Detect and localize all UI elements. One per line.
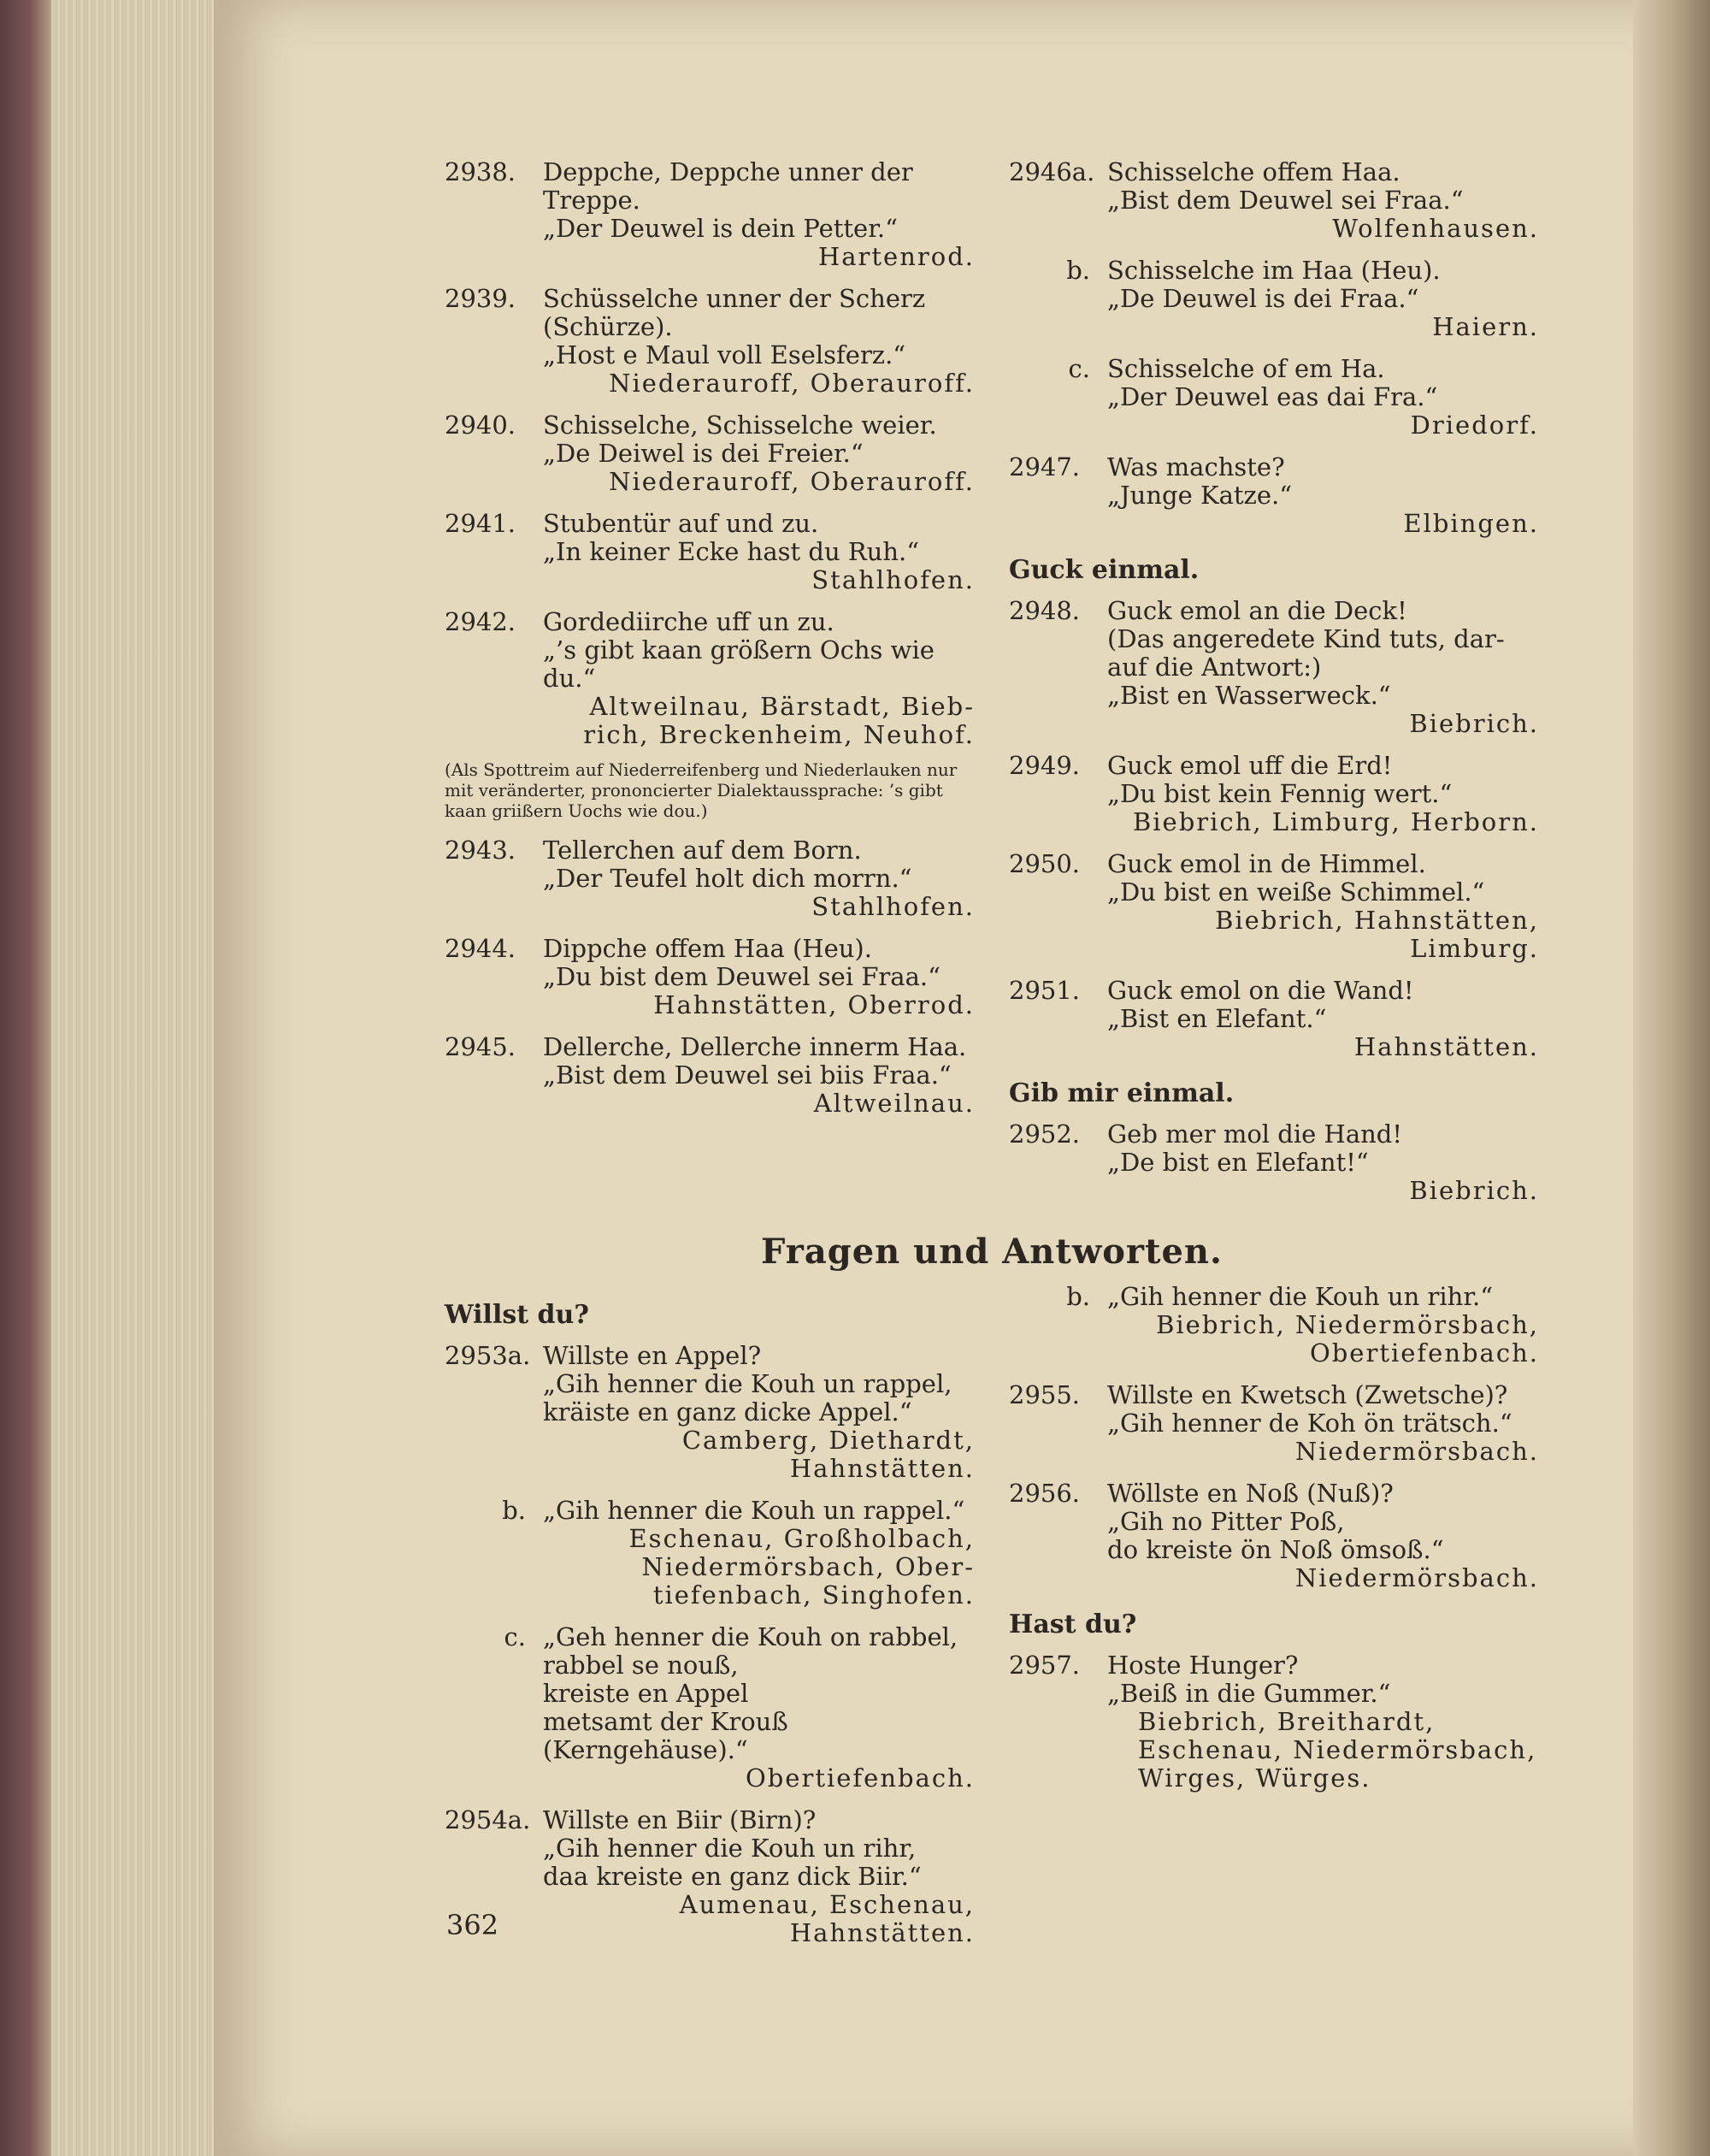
entry-2943 [445, 836, 975, 921]
place-names: Biebrich. [1409, 709, 1539, 738]
entry-body [1107, 1480, 1539, 1592]
right-column-bottom [1009, 1283, 1539, 1806]
entry-line: Schisselche offem Haa. [1107, 157, 1400, 186]
entry-c [1009, 355, 1539, 440]
entry-number: 2942. [445, 607, 516, 636]
entry-number: 2957. [1009, 1651, 1081, 1680]
entry-line: „In keiner Ecke hast du Ruh.“ [543, 537, 920, 566]
entry-number: c. [1068, 354, 1090, 383]
entry-body [543, 1033, 975, 1118]
entry-line: Willste en Kwetsch (Zwetsche)? [1107, 1380, 1508, 1409]
entry-line: Schüsselche unner der Scherz [543, 284, 926, 313]
place-names: Stahlhofen. [811, 892, 975, 921]
place-names: Biebrich, Limburg, Herborn. [1132, 807, 1539, 836]
entry-number: 2939. [445, 284, 516, 313]
entry-2949 [1009, 752, 1539, 836]
entry-line: „Bist dem Deuwel sei Fraa.“ [1107, 186, 1464, 215]
entry-body [1107, 850, 1539, 963]
entry-line: Deppche, Deppche unner der [543, 157, 913, 186]
place-names: Niedermörsbach. [1294, 1563, 1539, 1592]
entry-2945 [445, 1033, 975, 1118]
entry-line: „Host e Maul voll Eselsferz.“ [543, 340, 906, 369]
entry-number: 2948. [1009, 596, 1081, 625]
entry-line: Willste en Appel? [543, 1341, 762, 1370]
entry-line: do kreiste ön Noß ömsoß.“ [1107, 1535, 1444, 1564]
place-names: Niedermörsbach. [1294, 1437, 1539, 1466]
entry-2941 [445, 510, 975, 594]
entry-line: rabbel se nouß, [543, 1651, 739, 1680]
entry-number: 2943. [445, 836, 516, 865]
entry-line: „Beiß in die Gummer.“ [1107, 1679, 1391, 1708]
entry-line: „De bist en Elefant!“ [1107, 1148, 1369, 1177]
left-column-top [445, 158, 975, 1131]
entry-number: 2941. [445, 509, 516, 538]
entry-number: 2956. [1009, 1479, 1081, 1508]
entry-line: Geb mer mol die Hand! [1107, 1119, 1402, 1149]
entry-2956 [1009, 1480, 1539, 1592]
entry-number: 2944. [445, 934, 516, 963]
entry-body [543, 1342, 975, 1483]
entry-line: Gordediirche uff un zu. [543, 607, 834, 636]
right-column-top [1009, 158, 1539, 1219]
place-names: Niedermörsbach, Ober- [641, 1552, 975, 1581]
entry-line: „Bist dem Deuwel sei biis Fraa.“ [543, 1060, 952, 1090]
dialect-note: (Als Spottreim auf Niederreifenberg und Niederlauken nur mit veränderter, prononcierter Dialektaussprache: ’s gibt kaan griißern Uochs wie dou.) [445, 759, 958, 821]
entry-number: 2938. [445, 157, 516, 186]
place-names: Niederauroff, Oberauroff. [609, 369, 975, 398]
entry-line: kräiste en ganz dicke Appel.“ [543, 1397, 912, 1427]
place-names: Biebrich, Niedermörsbach, [1156, 1310, 1539, 1339]
entry-line: Dippche offem Haa (Heu). [543, 934, 872, 963]
entry-number: 2951. [1009, 976, 1081, 1005]
entry-line: daa kreiste en ganz dick Biir.“ [543, 1862, 922, 1891]
entry-line: Stubentür auf und zu. [543, 509, 819, 538]
place-names: Hahnstätten. [1353, 1032, 1539, 1061]
entry-line: Schisselche of em Ha. [1107, 354, 1385, 383]
entry-line: Was machste? [1107, 452, 1285, 481]
entry-line: Guck emol in de Himmel. [1107, 849, 1426, 878]
entry-line: Tellerchen auf dem Born. [543, 836, 862, 865]
entry-c [445, 1623, 975, 1793]
entry-line: Schisselche im Haa (Heu). [1107, 256, 1441, 285]
entry-line: „Geh henner die Kouh on rabbel, [543, 1622, 958, 1651]
entry-body [1107, 1120, 1539, 1205]
place-names: Niederauroff, Oberauroff. [609, 467, 975, 496]
entry-body [1107, 1283, 1539, 1367]
entry-number: 2952. [1009, 1119, 1081, 1149]
entry-number: 2947. [1009, 452, 1081, 481]
entry-body [543, 1497, 975, 1610]
place-names: Wolfenhausen. [1332, 214, 1539, 243]
entry-2954a [445, 1806, 975, 1947]
entry-line: „Du bist dem Deuwel sei Fraa.“ [543, 962, 940, 991]
place-names: Stahlhofen. [811, 565, 975, 594]
entry-number: b. [502, 1496, 526, 1525]
entry-body [1107, 977, 1539, 1061]
entry-2946a [1009, 158, 1539, 243]
entry-number: 2955. [1009, 1380, 1081, 1409]
entry-body [1107, 752, 1539, 836]
entry-line: kreiste en Appel [543, 1679, 749, 1708]
place-names: Elbingen. [1403, 509, 1539, 538]
place-names: Obertiefenbach. [1309, 1338, 1539, 1367]
section-heading: Fragen und Antworten. [761, 1232, 1223, 1272]
entry-2947 [1009, 453, 1539, 538]
entry-2952 [1009, 1120, 1539, 1205]
entry-body [1107, 257, 1539, 341]
entry-body [1107, 355, 1539, 440]
entry-line: „Der Deuwel eas dai Fra.“ [1107, 382, 1438, 411]
entry-line: „Gih henner die Kouh un rihr, [543, 1834, 917, 1863]
place-names: tiefenbach, Singhofen. [652, 1580, 975, 1610]
place-names: Biebrich, Breithardt, [1138, 1707, 1436, 1736]
entry-body [543, 411, 975, 496]
entry-line: „Bist en Wasserweck.“ [1107, 681, 1391, 710]
subheading-gib: Gib mir einmal. [1009, 1078, 1235, 1108]
entry-line: metsamt der Krouß (Kerngehäuse).“ [543, 1707, 788, 1764]
entry-b [1009, 257, 1539, 341]
entry-body [543, 285, 975, 398]
entry-2948 [1009, 597, 1539, 738]
place-names: Camberg, Diethardt, [681, 1426, 975, 1455]
entry-line: „Gih henner de Koh ön trätsch.“ [1107, 1409, 1512, 1438]
subheading-hast: Hast du? [1009, 1610, 1137, 1639]
book-page-edges [0, 0, 231, 2156]
place-names: Hahnstätten, Oberrod. [653, 990, 975, 1019]
entry-body [543, 510, 975, 594]
entry-body [543, 1623, 975, 1793]
place-names: Altweilnau. [813, 1089, 975, 1118]
entry-line: Schisselche, Schisselche weier. [543, 411, 937, 440]
entry-2942 [445, 608, 975, 749]
entry-line: Guck emol on die Wand! [1107, 976, 1414, 1005]
entry-line: „’s gibt kaan größern Ochs wie du.“ [543, 635, 935, 693]
entry-line: Guck emol an die Deck! [1107, 596, 1407, 625]
left-column-bottom [445, 1283, 975, 1961]
entry-number: 2954a. [445, 1805, 531, 1834]
place-names: rich, Breckenheim, Neuhof. [583, 720, 975, 749]
entry-line: (Schürze). [543, 312, 673, 341]
place-names: Aumenau, Eschenau, Hahnstätten. [679, 1890, 975, 1947]
entry-line: (Das angeredete Kind tuts, dar- [1107, 624, 1505, 653]
place-names: Hahnstätten. [789, 1454, 975, 1483]
entry-2955 [1009, 1381, 1539, 1466]
entry-body [543, 836, 975, 921]
entry-line: Dellerche, Dellerche innerm Haa. [543, 1032, 967, 1061]
entry-body [543, 608, 975, 749]
entry-2951 [1009, 977, 1539, 1061]
place-names: Biebrich, Hahnstätten, Limburg. [1215, 906, 1539, 963]
entry-2939 [445, 285, 975, 398]
entry-number: 2950. [1009, 849, 1081, 878]
entry-line: Hoste Hunger? [1107, 1651, 1299, 1680]
subheading-guck: Guck einmal. [1009, 555, 1200, 585]
entry-number: b. [1066, 256, 1090, 285]
entry-line: „Gih henner die Kouh un rappel, [543, 1369, 952, 1398]
entry-number: 2946a. [1009, 157, 1095, 186]
place-names: Altweilnau, Bärstadt, Bieb- [589, 692, 975, 721]
entry-line: Willste en Biir (Birn)? [543, 1805, 817, 1834]
entry-number: 2945. [445, 1032, 516, 1061]
entry-line: „Du bist en weiße Schimmel.“ [1107, 877, 1485, 907]
entry-line: auf die Antwort:) [1107, 653, 1322, 682]
entry-body [1107, 597, 1539, 738]
entry-body [543, 158, 975, 271]
subheading-willst: Willst du? [445, 1300, 589, 1330]
entry-line: „Du bist kein Fennig wert.“ [1107, 779, 1453, 808]
place-names: Driedorf. [1410, 411, 1539, 440]
entry-2944 [445, 935, 975, 1019]
entry-line: „Gih henner die Kouh un rappel.“ [543, 1496, 965, 1525]
place-names: Biebrich. [1409, 1176, 1539, 1205]
entry-line: Treppe. [543, 186, 640, 215]
place-names: Obertiefenbach. [745, 1763, 975, 1793]
place-names: Eschenau, Großholbach, [628, 1524, 975, 1553]
book-gutter [1633, 0, 1710, 2156]
entry-b [445, 1497, 975, 1610]
entry-number: c. [504, 1622, 526, 1651]
entry-body [543, 1806, 975, 1947]
entry-line: Wöllste en Noß (Nuß)? [1107, 1479, 1394, 1508]
entry-body [1107, 453, 1539, 538]
entry-2953a [445, 1342, 975, 1483]
entry-line: „Bist en Elefant.“ [1107, 1004, 1327, 1033]
entry-number: b. [1066, 1282, 1090, 1311]
entry-number: 2949. [1009, 751, 1081, 780]
entry-line: „Der Deuwel is dein Petter.“ [543, 214, 898, 243]
entry-2957 [1009, 1651, 1539, 1793]
entry-body [1107, 1381, 1539, 1466]
page-number: 362 [446, 1909, 499, 1941]
entry-body [1107, 158, 1539, 243]
entry-number: 2940. [445, 411, 516, 440]
entry-2938 [445, 158, 975, 271]
entry-line: „Junge Katze.“ [1107, 481, 1293, 510]
entry-2940 [445, 411, 975, 496]
entry-b [1009, 1283, 1539, 1367]
place-names: Eschenau, Niedermörsbach, [1138, 1735, 1537, 1764]
entry-body [1107, 1651, 1539, 1793]
entry-line: „Gih no Pitter Poß, [1107, 1507, 1345, 1536]
entry-line: Guck emol uff die Erd! [1107, 751, 1393, 780]
entry-2950 [1009, 850, 1539, 963]
place-names: Hartenrod. [817, 242, 975, 271]
entry-line: „De Deiwel is dei Freier.“ [543, 439, 864, 468]
entry-body [543, 935, 975, 1019]
entry-line: „De Deuwel is dei Fraa.“ [1107, 284, 1419, 313]
entry-number: 2953a. [445, 1341, 531, 1370]
entry-line: „Gih henner die Kouh un rihr.“ [1107, 1282, 1494, 1311]
place-names: Haiern. [1432, 312, 1539, 341]
entry-line: „Der Teufel holt dich morrn.“ [543, 864, 912, 893]
place-names: Wirges, Würges. [1138, 1763, 1371, 1793]
